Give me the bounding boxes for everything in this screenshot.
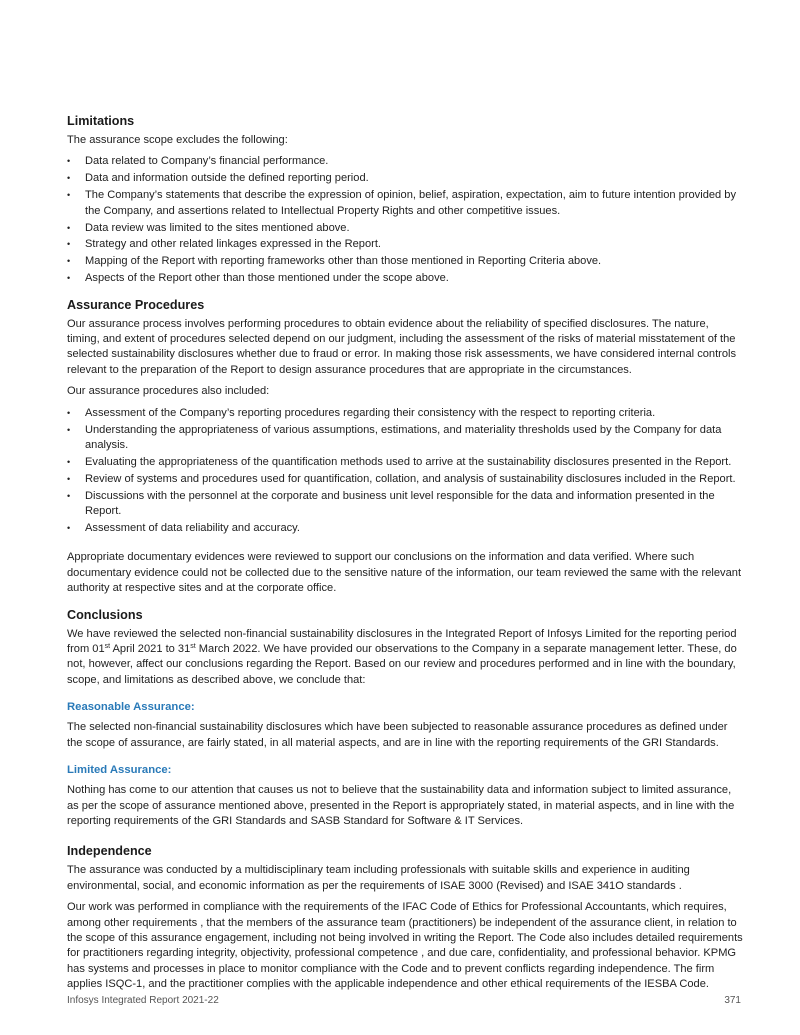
list-item: • Assessment of data reliability and accuracy.: [67, 521, 743, 536]
procedures-evidence-paragraph: Appropriate documentary evidences were reviewed to support our conclusions on the information and data verified. Where such documentary evidence could not be collected due to the sensitive nature of the information, our team reviewed the same with the relevant authority at respective sites and at the corporate office.: [67, 551, 742, 595]
conclusions-paragraph: We have reviewed the selected non-financial sustainability disclosures in the Integrated Report of Infosys Limited for the reporting period from 01st April 2021 to 31st March 2022. We have provided our observations to the Company in a separate management letter. These, do not, however, affect our conclusions regarding the Report. Based on our review and procedures performed and in line with the boundary, scope, and limitations as described above, we conclude that:: [67, 627, 737, 686]
independence-section: [67, 843, 743, 992]
list-item: • Discussions with the personnel at the corporate and business unit level responsible for the data and information presented in the Report.: [67, 489, 743, 520]
list-item: • Aspects of the Report other than those mentioned under the scope above.: [67, 271, 743, 286]
list-item: • The Company’s statements that describe the expression of opinion, belief, aspiration, expectation, aim to future intention provided by the Company, and assertions related to Intellectual Property Rights and other competitive issues.: [67, 188, 743, 219]
list-item: • Review of systems and procedures used for quantification, collation, and analysis of sustainability disclosures included in the Report.: [67, 472, 743, 487]
procedures-section: [67, 297, 743, 597]
procedures-heading: Assurance Procedures: [67, 297, 205, 312]
limitations-heading: Limitations: [67, 114, 135, 128]
conclusions-heading: Conclusions: [67, 607, 143, 622]
list-item: • Evaluating the appropriateness of the quantification methods used to arrive at the sustainability disclosures presented in the Report.: [67, 455, 743, 470]
limited-assurance-heading: Limited Assurance:: [67, 764, 172, 777]
reasonable-assurance-heading: Reasonable Assurance:: [67, 701, 195, 714]
limitations-section: [67, 113, 743, 287]
conclusions-section: [67, 607, 743, 830]
independence-heading: Independence: [67, 844, 152, 859]
report-content: [67, 113, 743, 1003]
list-item: • Data related to Company’s financial performance.: [67, 154, 743, 169]
limitations-list: [67, 154, 743, 286]
page-footer: [67, 995, 741, 1006]
procedures-list: [67, 406, 743, 537]
list-item: • Mapping of the Report with reporting frameworks other than those mentioned in Reporting Criteria above.: [67, 254, 743, 269]
limitations-intro: The assurance scope excludes the following:: [67, 134, 288, 146]
footer-report-title: Infosys Integrated Report 2021-22: [67, 995, 219, 1006]
limited-assurance-text: Nothing has come to our attention that causes us not to believe that the sustainability data and information subject to limited assurance, as per the scope of assurance mentioned above, presented in the Report is appropriately stated, in material aspects, and in line with the reporting requirements of the GRI Standards and SASB Standard for Software & IT Services.: [67, 784, 735, 827]
independence-paragraph-1: The assurance was conducted by a multidisciplinary team including professionals with suitable skills and experience in auditing environmental, social, and economic information as per the requirements of ISAE 3000 (Revised) and ISAE 341O standards .: [67, 864, 690, 892]
list-item: • Assessment of the Company’s reporting procedures regarding their consistency with the respect to reporting criteria.: [67, 406, 743, 421]
procedures-paragraph: Our assurance process involves performing procedures to obtain evidence about the reliability of specified disclosures. The nature, timing, and extent of procedures selected depend on our judgment, including the assessment of the risks of material misstatement of the selected sustainability disclosures whether due to fraud or error. In making those risk assessments, we have considered internal controls relevant to the preparation of the Report to design assurance procedures that are appropriate in the circumstances.: [67, 317, 737, 376]
procedures-intro: Our assurance procedures also included:: [67, 385, 270, 398]
independence-paragraph-2: Our work was performed in compliance with the requirements of the IFAC Code of Ethics for Professional Accountants, which requires, among other requirements , that the members of the assurance team (practitioners) be independent of the assurance client, in relation to the scope of this assurance engagement, including not being involved in writing the Report. The Code also includes detailed requirements for practitioners regarding integrity, objectivity, professional competence , and due care, confidentiality, and professional behavior. KPMG has systems and processes in place to monitor compliance with the Code and to prevent conflicts regarding independence. The firm applies ISQC-1, and the practitioner complies with the applicable independence and other ethical requirements of the IESBA Code.: [67, 901, 743, 991]
list-item: • Strategy and other related linkages expressed in the Report.: [67, 237, 743, 252]
list-item: • Understanding the appropriateness of various assumptions, estimations, and materiality thresholds used by the Company for data analysis.: [67, 423, 743, 454]
page-number: 371: [724, 995, 741, 1006]
list-item: • Data and information outside the defined reporting period.: [67, 171, 743, 186]
list-item: • Data review was limited to the sites mentioned above.: [67, 221, 743, 236]
reasonable-assurance-text: The selected non-financial sustainability disclosures which have been subjected to reasonable assurance procedures as defined under the scope of assurance, are fairly stated, in all material aspects, and are in line with the reporting requirements of the GRI Standards.: [67, 721, 728, 749]
